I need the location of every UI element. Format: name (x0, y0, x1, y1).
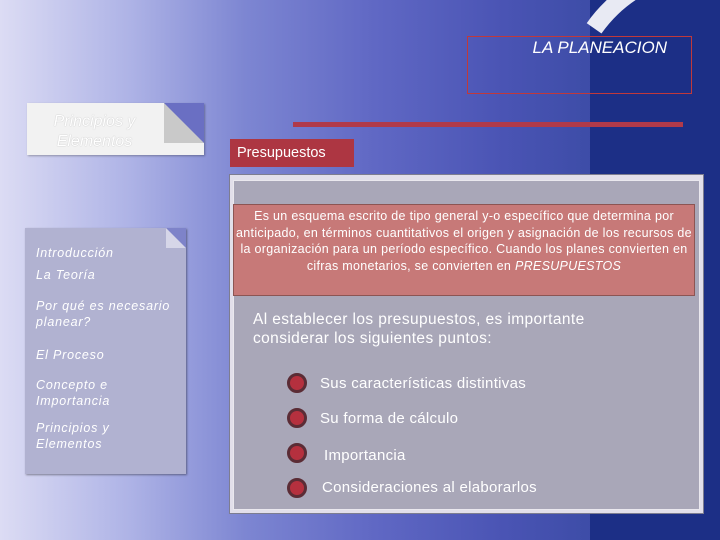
section-tab[interactable]: Presupuestos (230, 139, 354, 167)
definition-emphasis: PRESUPUESTOS (514, 258, 622, 273)
definition-text: Es un esquema escrito de tipo general y-o específico que determina por anticipado, en términos cuantitativos el origen y asignación de los recursos de la organización para un período específico. Cuando los planes convierten en cifras monetarios, se convierten en (236, 209, 692, 273)
definition-box (233, 204, 695, 296)
nav-item-concepto-importancia[interactable]: Concepto e Importancia (36, 378, 111, 408)
nav-card-fold (166, 228, 186, 248)
nav-item-principios-elementos[interactable]: Principios y Elementos (36, 421, 110, 451)
bullet-caracteristicas[interactable]: Sus características distintivas (320, 375, 527, 392)
page-title: LA PLANEACION (532, 38, 667, 57)
nav-item-introduccion[interactable]: Introducción (36, 246, 114, 260)
bullet-icon (287, 478, 307, 498)
topic-note-title: Principios y Elementos (53, 113, 136, 150)
nav-item-el-proceso[interactable]: El Proceso (36, 348, 105, 362)
nav-item-por-que-planear[interactable]: Por qué es necesario planear? (36, 299, 171, 329)
nav-item-la-teoria[interactable]: La Teoría (36, 268, 96, 282)
bullet-icon (287, 443, 307, 463)
bullet-icon (287, 408, 307, 428)
accent-divider (293, 122, 683, 127)
bullet-consideraciones[interactable]: Consideraciones al elaborarlos (322, 479, 537, 496)
bullet-forma-calculo[interactable]: Su forma de cálculo (320, 410, 459, 427)
bullet-importancia[interactable]: Importancia (324, 447, 406, 464)
intro-text: Al establecer los presupuestos, es importante considerar los siguientes puntos: (253, 311, 585, 347)
bullet-icon (287, 373, 307, 393)
